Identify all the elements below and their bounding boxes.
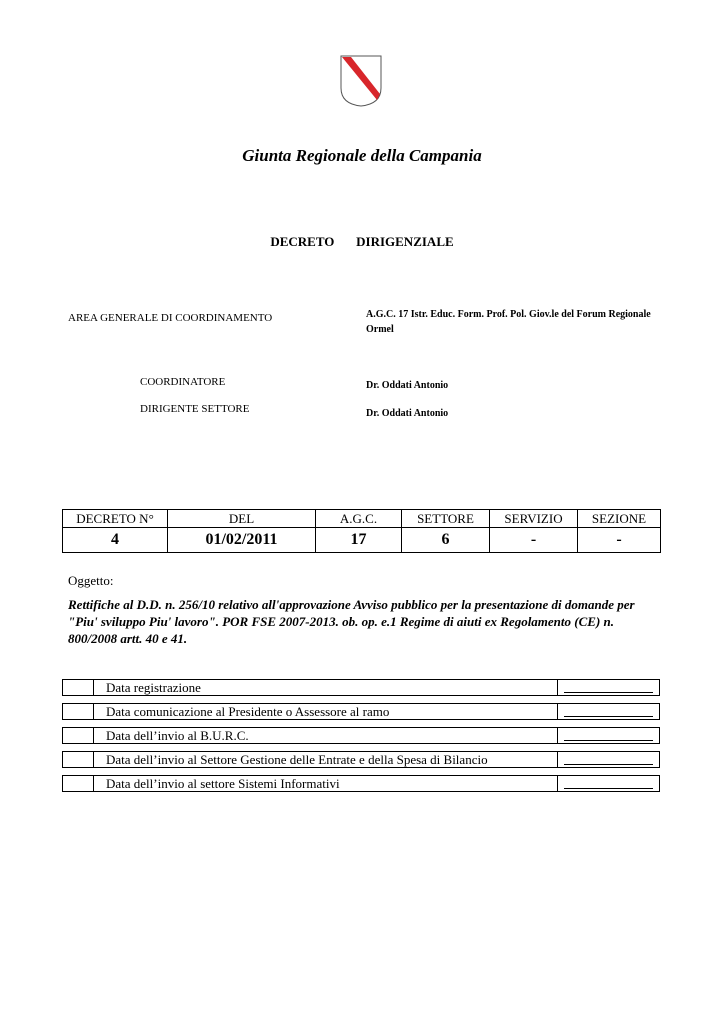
value-servizio: - [490,528,578,553]
page-title: Giunta Regionale della Campania [242,146,482,165]
tracking-row-label: Data comunicazione al Presidente o Assessore al ramo [94,703,558,720]
tracking-row-checkbox-cell [62,727,94,744]
tracking-row-label: Data dell’invio al Settore Gestione delle Entrate e della Spesa di Bilancio [94,751,558,768]
tracking-row-label: Data dell’invio al settore Sistemi Informativi [94,775,558,792]
tracking-row-label: Data registrazione [94,679,558,696]
region-logo-icon [339,54,383,108]
header-servizio: SERVIZIO [490,510,578,528]
header-decreto: DECRETO N° [63,510,168,528]
value-settore: 6 [402,528,490,553]
oggetto-label: Oggetto: [68,573,114,588]
document-type: DECRETO DIRIGENZIALE [270,234,454,249]
header-settore: SETTORE [402,510,490,528]
value-decreto: 4 [63,528,168,553]
decree-table-header [63,510,661,528]
header-del: DEL [168,510,316,528]
dirigente-label: DIRIGENTE SETTORE [140,403,250,415]
tracking-row-label: Data dell’invio al B.U.R.C. [94,727,558,744]
oggetto-text: Rettifiche al D.D. n. 256/10 relativo all'approvazione Avviso pubblico per la presentazione di domande per "Piu' sviluppo Piu' lavoro". POR FSE 2007-2013. ob. op. e.1 Regime di aiuti ex Regolamento (CE) n. 800/2008 artt. 40 e 41. [68,597,635,646]
tracking-row-checkbox-cell [62,775,94,792]
tracking-row-date-field [558,727,660,744]
tracking-row [62,703,660,720]
coordinatore-label: COORDINATORE [140,376,226,388]
tracking-row-checkbox-cell [62,703,94,720]
tracking-row-date-field [558,775,660,792]
tracking-row-date-field [558,679,660,696]
value-sezione: - [578,528,661,553]
header-agc: A.G.C. [316,510,402,528]
tracking-row [62,727,660,744]
decree-table-values [63,528,661,553]
value-agc: 17 [316,528,402,553]
dirigente-value: Dr. Oddati Antonio [366,408,449,419]
tracking-row-checkbox-cell [62,751,94,768]
coordinatore-value: Dr. Oddati Antonio [366,380,449,391]
tracking-row-checkbox-cell [62,679,94,696]
tracking-row-date-field [558,703,660,720]
area-value: A.G.C. 17 Istr. Educ. Form. Prof. Pol. Giov.le del Forum Regionale Ormel [366,309,651,335]
tracking-row [62,775,660,792]
decree-table [62,509,661,553]
area-label: AREA GENERALE DI COORDINAMENTO [68,312,273,324]
tracking-row [62,751,660,768]
value-del: 01/02/2011 [168,528,316,553]
tracking-row-date-field [558,751,660,768]
header-sezione: SEZIONE [578,510,661,528]
tracking-row [62,679,660,696]
